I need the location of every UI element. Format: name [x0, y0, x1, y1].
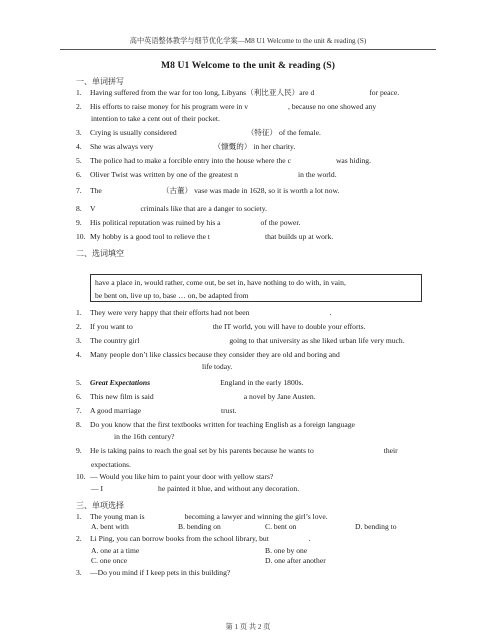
- r4-continued: life today.: [202, 362, 233, 371]
- r2: 2. If you want to the IT world, you will have to double your efforts.: [76, 322, 366, 331]
- m2-option-a: A. one at a time: [91, 546, 140, 555]
- q5: 5. The police had to make a forcible entry into the house where the c was hiding.: [76, 156, 371, 165]
- word-bank-line-2: be bent on, live up to, base … on, be adapted from: [95, 291, 249, 300]
- r9: 9. He is taking pains to reach the goal set by his parents because he wants to their: [76, 446, 398, 455]
- m2: 2. Li Ping, you can borrow books from the school library, but .: [76, 534, 311, 543]
- q7: 7. The （古董） vase was made in 1628, so it is worth a lot now.: [76, 186, 340, 195]
- m2-option-c: C. one once: [91, 556, 128, 565]
- r5: 5. Great Expectations England in the early 1800s.: [76, 378, 304, 387]
- r8-continued: in the 16th century?: [114, 432, 175, 441]
- r6: 6. This new film is said a novel by Jane Austen.: [76, 392, 316, 401]
- r4: 4. Many people don’t like classics because they consider they are old and boring and: [76, 350, 340, 359]
- q9: 9. His political reputation was ruined by his a of the power.: [76, 218, 301, 227]
- r10: 10. — Would you like him to paint your door with yellow stars?: [76, 472, 274, 481]
- r3: 3. The country girl going to that university as she liked urban life very much.: [76, 336, 405, 345]
- r9-continued: expectations.: [91, 460, 131, 469]
- page-header: 高中英语整体教学与细节优化学案—M8 U1 Welcome to the unit & reading (S): [60, 36, 436, 50]
- page-footer: 第 1 页 共 2 页: [225, 623, 271, 631]
- m1-option-d: D. bending to: [355, 522, 397, 531]
- section-3-heading: 三、单项选择: [76, 501, 124, 510]
- q2: 2. His efforts to raise money for his program were in v , because no one showed any: [76, 102, 377, 111]
- m2-option-b: B. one by one: [265, 546, 308, 555]
- q1: 1. Having suffered from the war for too long, Libyans（利比亚人民）are d for peace.: [76, 88, 400, 97]
- section-2-heading: 二、选词填空: [76, 249, 124, 258]
- q4: 4. She was always very （慷慨的） in her charity.: [76, 142, 296, 151]
- m1-option-b: B. bending on: [178, 522, 221, 531]
- q10: 10. My hobby is a good tool to relieve the t that builds up at work.: [76, 232, 334, 241]
- r7: 7. A good marriage trust.: [76, 406, 237, 415]
- word-bank-line-1: have a place in, would rather, come out, be set in, have nothing to do with, in vain,: [95, 278, 346, 287]
- q6: 6. Oliver Twist was written by one of the greatest n in the world.: [76, 170, 337, 179]
- section-1-heading: 一、单词拼写: [76, 77, 124, 86]
- q8: 8. V criminals like that are a danger to society.: [76, 204, 267, 213]
- m3: 3. —Do you mind if I keep pets in this building?: [76, 568, 231, 577]
- r1: 1. They were very happy that their efforts had not been .: [76, 308, 332, 317]
- r8: 8. Do you know that the first textbooks written for teaching English as a foreign language: [76, 420, 355, 429]
- page-title: M8 U1 Welcome to the unit & reading (S): [160, 60, 336, 71]
- m2-option-d: D. one after another: [265, 556, 326, 565]
- q3: 3. Crying is usually considered （特征） of the female.: [76, 128, 321, 137]
- word-bank-box: [90, 274, 422, 302]
- q2-continued: intention to take a cent out of their pocket.: [91, 114, 220, 123]
- r10-reply: — I he painted it blue, and without any decoration.: [91, 484, 300, 493]
- m1-option-c: C. bent on: [265, 522, 297, 531]
- m1-option-a: A. bent with: [91, 522, 129, 531]
- m1: 1. The young man is becoming a lawyer and winning the girl’s love.: [76, 512, 328, 521]
